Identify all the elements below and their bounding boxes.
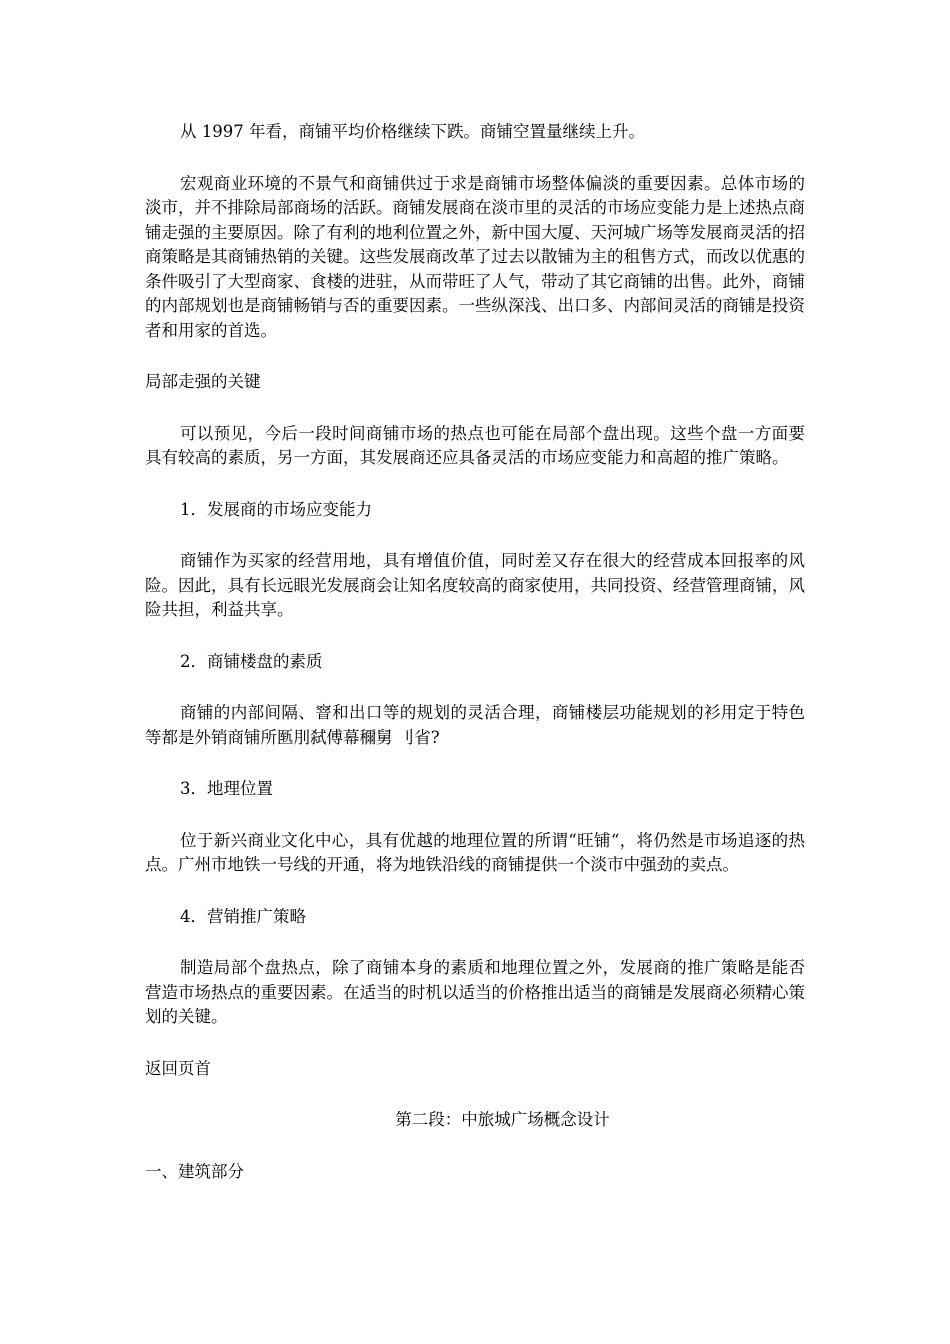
back-to-top-link[interactable]: 返回页首: [145, 1058, 211, 1078]
paragraph-price-trend: 从 1997 年看，商铺平均价格继续下跌。商铺空置量继续上升。: [180, 122, 645, 141]
heading-location: 3．地理位置: [180, 779, 273, 798]
heading-property-quality: 2．商铺楼盘的素质: [180, 651, 323, 671]
document-body: [145, 120, 805, 1184]
paragraph-macro-environment: 宏观商业环境的不景气和商铺供过于求是商铺市场整体偏淡的重要因素。总体市场的淡市，并不排除局部商场的活跃。商铺发展商在淡市里的灵活的市场应变能力是上述热点商铺走强的主要原因。除了有利的地利位置之外，新中国大厦、天河城广场等发展商灵活的招商策略是其商铺热销的关键。这些发展商改革了过去以散铺为主的租售方式，而改以优惠的条件吸引了大型商家、食楼的进驻，从而带旺了人气，带动了其它商铺的出售。此外，商铺的内部规划也是商铺畅销与否的重要因素。一些纵深浅、出口多、内部间灵活的商铺是投资者和用家的首选。: [145, 173, 805, 340]
paragraph-location: 位于新兴商业文化中心，具有优越的地理位置的所谓“旺铺“，将仍然是市场追逐的热点。广州市地铁一号线的开通，将为地铁沿线的商铺提供一个淡市中强劲的卖点。: [145, 830, 805, 874]
paragraph-marketing-strategy: 制造局部个盘热点，除了商铺本身的素质和地理位置之外，发展商的推广策略是能否营造市场热点的重要因素。在适当的时机以适当的价格推出适当的商铺是发展商必须精心策划的关键。: [145, 958, 805, 1026]
heading-developer-adaptability: 1．发展商的市场应变能力: [180, 499, 372, 519]
heading-local-strength-key: 局部走强的关键: [145, 372, 261, 391]
paragraph-property-quality: 商铺的内部间隔、窨和出口等的规划的灵活合理，商铺楼层功能规划的衫用定于特色等都是外销商铺所匦刖弑傅幕穪舅 刂省?: [145, 703, 805, 747]
paragraph-developer-adaptability: 商铺作为买家的经营用地，具有增值价值，同时差又存在很大的经营成本回报率的风险。因此，具有长远眼光发展商会让知名度较高的商家使用，共同投资、经营管理商铺，风险共担，利益共享。: [145, 551, 805, 619]
sub-heading-architecture: 一、建筑部分: [145, 1161, 244, 1181]
paragraph-forecast: 可以预见，今后一段时间商铺市场的热点也可能在局部个盘出现。这些个盘一方面要具有较高的素质，另一方面，其发展商还应具备灵活的市场应变能力和高超的推广策略。: [145, 423, 805, 467]
heading-marketing-strategy: 4．营销推广策略: [180, 906, 306, 926]
section-title: 第二段：中旅城广场概念设计: [395, 1110, 610, 1129]
